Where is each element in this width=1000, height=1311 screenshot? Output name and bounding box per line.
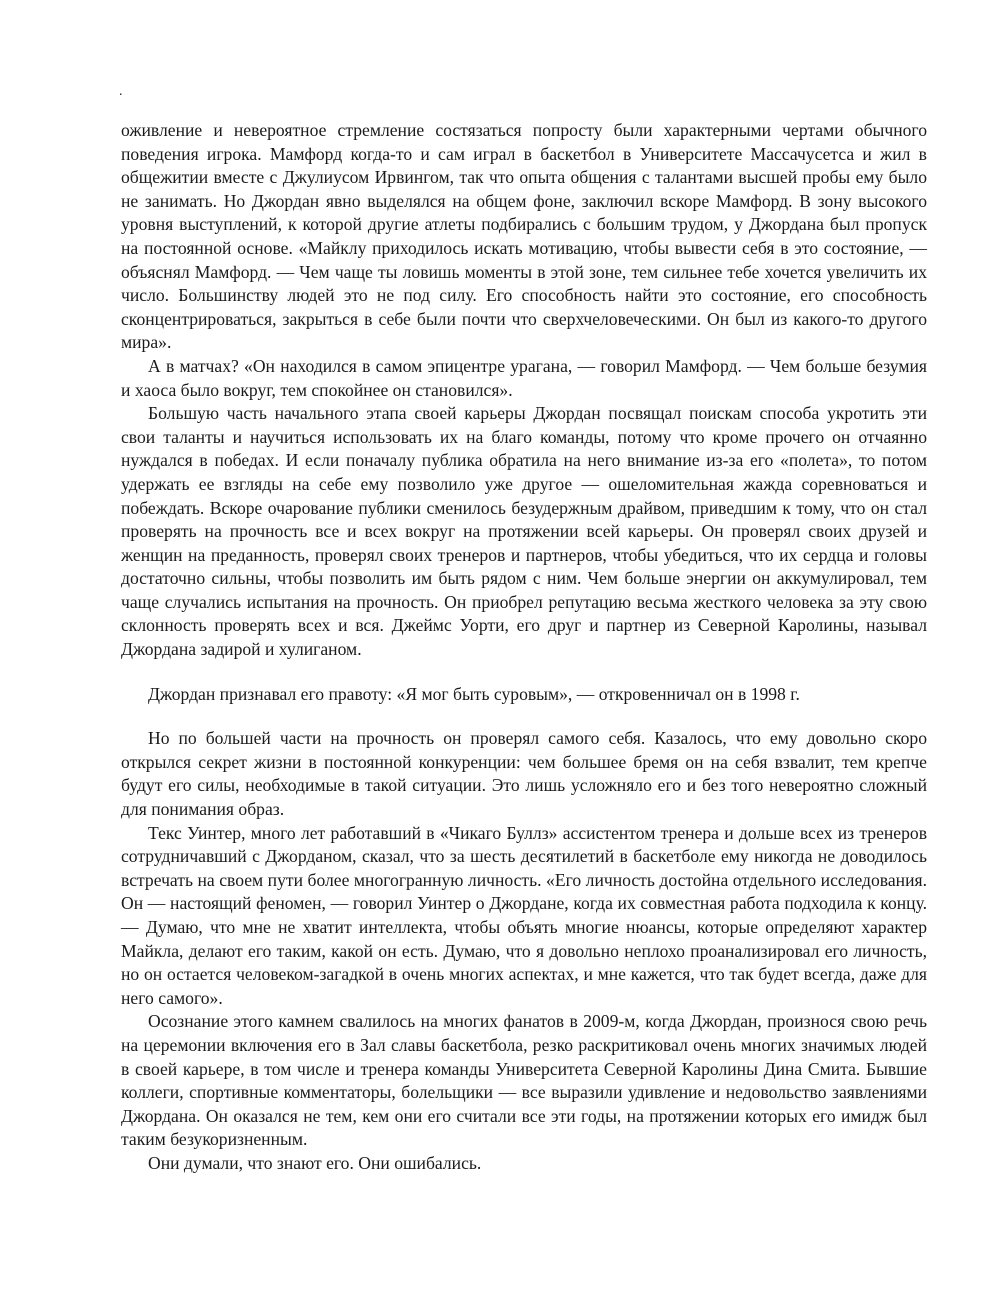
paragraph-3: Большую часть начального этапа своей карьеры Джордан посвящал поискам способа укротить эти свои таланты и научиться использовать их на благо команды, потому что кроме прочего он отчаянно нуждался в победах. И если поначалу публика обратила на него внимание из-за его «полета», то потом удержать ее взгляды на себе ему позволило уже другое — ошеломительная жажда соревноваться и побеждать. Вскоре очарование публики сменилось безудержным драйвом, приведшим к тому, что он стал проверять на прочность все и всех вокруг на протяжении всей карьеры. Он проверял своих друзей и женщин на преданность, проверял своих тренеров и партнеров, чтобы убедиться, что их сердца и головы достаточно сильны, чтобы позволить им быть рядом с ним. Чем больше энергии он аккумулировал, тем чаще случались испытания на прочность. Он приобрел репутацию весьма жесткого человека за эту свою склонность проверять всех и вся. Джеймс Уорти, его друг и партнер из Северной Каролины, называл Джордана задирой и хулиганом.: [121, 403, 927, 660]
page-mark: .: [119, 84, 123, 99]
paragraph-2: А в матчах? «Он находился в самом эпицентре урагана, — говорил Мамфорд. — Чем больше безумия и хаоса было вокруг, тем спокойнее он становился».: [121, 355, 927, 400]
paragraph-8: Они думали, что знают его. Они ошибались.: [148, 1152, 482, 1173]
body-text: [121, 119, 927, 1176]
paragraph-6: Текс Уинтер, много лет работавший в «Чикаго Буллз» ассистентом тренера и дольше всех из тренеров сотрудничавший с Джорданом, сказал, что за шесть десятилетий в баскетболе ему никогда не доводилось встречать на своем пути более многогранную личность. «Его личность достойна отдельного исследования. Он — настоящий феномен, — говорил Уинтер о Джордане, когда их совместная работа подходила к концу. — Думаю, что мне не хватит интеллекта, чтобы объять многие нюансы, которые определяют характер Майкла, делают его таким, какой он есть. Думаю, что я довольно неплохо проанализировал его личность, но он остается человеком-загадкой в очень многих аспектах, и мне кажется, что так будет всегда, даже для него самого».: [121, 822, 927, 1008]
paragraph-7: Осознание этого камнем свалилось на многих фанатов в 2009-м, когда Джордан, произнося свою речь на церемонии включения его в Зал славы баскетбола, резко раскритиковал очень многих значимых людей в своей карьере, в том числе и тренера команды Университета Северной Каролины Дина Смита. Бывшие коллеги, спортивные комментаторы, болельщики — все выразили удивление и недовольство заявлениями Джордана. Он оказался не тем, кем они его считали все эти годы, на протяжении которых его имидж был таким безукоризненным.: [121, 1011, 927, 1150]
paragraph-5: Но по большей части на прочность он проверял самого себя. Казалось, что ему довольно скоро открылся секрет жизни в постоянной конкуренции: чем большее бремя он на себя взвалит, тем крепче будут его силы, необходимые в такой ситуации. Это лишь усложняло его и без того невероятно сложный для понимания образ.: [121, 728, 927, 820]
paragraph-1: оживление и невероятное стремление состязаться попросту были характерными чертами обычного поведения игрока. Мамфорд когда-то и сам играл в баскетбол в Университете Массачусетса и жил в общежитии вместе с Джулиусом Ирвингом, так что опыта общения с талантами высшей пробы ему было не занимать. Но Джордан явно выделялся на общем фоне, заключил вскоре Мамфорд. В зону высокого уровня выступлений, к которой другие атлеты подбирались с большим трудом, у Джордана был пропуск на постоянной основе. «Майклу приходилось искать мотивацию, чтобы вывести себя в это состояние, — объяснял Мамфорд. — Чем чаще ты ловишь моменты в этой зоне, тем сильнее тебе хочется увеличить их число. Большинству людей это не под силу. Его способность найти это состояние, его способность сконцентрироваться, закрыться в себе были почти что сверхчеловеческими. Он был из какого-то другого мира».: [121, 120, 927, 353]
paragraph-quote: Джордан признавал его правоту: «Я мог быть суровым», — откровенничал он в 1998 г.: [148, 683, 800, 704]
